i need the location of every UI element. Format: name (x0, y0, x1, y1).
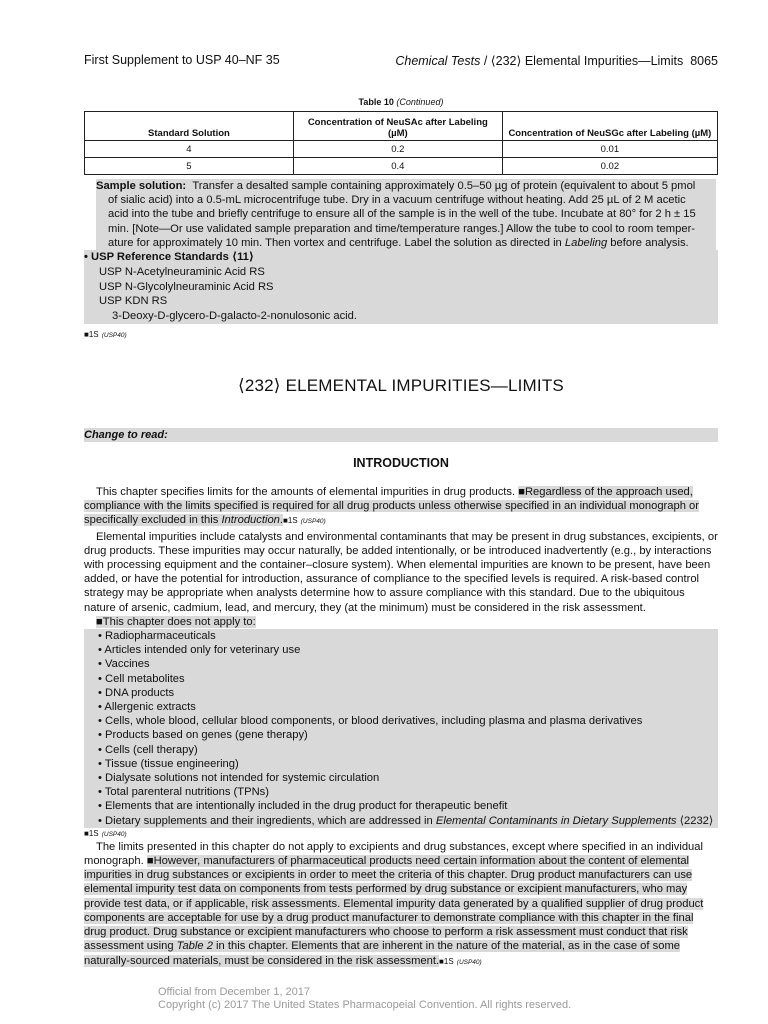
footer-official-date: Official from December 1, 2017 (158, 986, 311, 998)
revision-marker (84, 327, 718, 344)
list-item: • Cell metabolites (98, 672, 718, 686)
reference-standards-title: • USP Reference Standards ⟨11⟩ (84, 250, 718, 265)
para4-hl-post: in this chapter. Elements that are inherent in the nature of the material, as in the case of some naturally-sourced materials, must be considered in the risk assessment. (84, 940, 680, 967)
table-cell: 0.4 (293, 158, 502, 175)
marker-text: ■1S (439, 956, 454, 966)
sample-solution-lead: Sample solution: (96, 180, 187, 192)
sample-line-5-post: before analysis. (607, 236, 689, 249)
page-footer (158, 986, 718, 1012)
marker-text: ■1S (84, 329, 99, 339)
para3-lead-text: ■This chapter does not apply to: (96, 615, 256, 628)
table-row (85, 158, 718, 175)
introduction-link: Introduction (221, 514, 280, 527)
reference-standard-item: USP KDN RS (84, 294, 718, 309)
section-heading: INTRODUCTION (353, 456, 449, 470)
header-right-italic: Chemical Tests (395, 54, 481, 68)
table-header-row (85, 112, 718, 141)
table-cell: 5 (85, 158, 294, 175)
introduction-body (84, 485, 718, 970)
table-cell: 0.01 (502, 141, 717, 158)
change-to-read-label: Change to read: (84, 428, 718, 442)
list-item: • Tissue (tissue engineering) (98, 757, 718, 771)
list-item: • Cells, whole blood, cellular blood components, or blood derivatives, including plasma and plasma derivatives (98, 714, 718, 728)
sample-solution-block (96, 179, 716, 250)
list-item: • DNA products (98, 686, 718, 700)
list-item: • Radiopharmaceuticals (98, 629, 718, 643)
para4-plain: The limits presented in this chapter do not apply to excipients and drug substances, except where specified in an individual monograph. (84, 840, 703, 868)
para4-hl-pre: ■However, manufacturers of pharmaceutical products need certain information about the content of elemental impurities in drug substances or excipients in order to meet the criteria of this chapter. Drug product manufacturers can use elemental impurity test data on components from tests performed by drug substance or excipient manufacturers, who may provide test data, or if applicable, risk assessments. Elemental impurity data generated by a qualified supplier of drug product components are acceptable for use by a drug product manufacturer to demonstrate compliance with this chapter in the final drug product. Drug substance or excipient manufacturers who choose to perform a risk assessment must conduct that risk assessment using (84, 855, 704, 953)
list-item: • Dialysate solutions not intended for systemic circulation (98, 771, 718, 785)
header-left: First Supplement to USP 40–NF 35 (84, 53, 280, 67)
last-item-pre: Dietary supplements and their ingredients, which are addressed in (105, 814, 436, 827)
list-item: • Total parenteral nutritions (TPNs) (98, 785, 718, 799)
chapter-title: ⟨232⟩ ELEMENTAL IMPURITIES—LIMITS (238, 376, 564, 395)
list-item: • Vaccines (98, 657, 718, 671)
table-cell: 0.2 (293, 141, 502, 158)
sample-line-5 (96, 236, 716, 250)
dietary-supplements-link: Elemental Contaminants in Dietary Supplements (435, 814, 677, 827)
marker-text: ■1S (283, 516, 298, 526)
table-header-cell: Concentration of NeuSGc after Labeling (µM) (502, 112, 717, 141)
table-cell: 0.02 (502, 158, 717, 175)
marker-usp: (USP40) (101, 331, 127, 339)
table-caption-continued: (Continued) (396, 97, 444, 107)
table-caption (84, 97, 718, 107)
paragraph-3-lead (84, 615, 718, 629)
last-item-post: ⟨2232⟩ (676, 814, 714, 827)
sample-line-3: acid into the tube and briefly centrifuge to ensure all of the sample is in the well of the tube. Incubate at 80° for 2 h ± 15 (108, 208, 696, 221)
reference-standard-item: USP N-Acetylneuraminic Acid RS (84, 265, 718, 280)
sample-line-1: Transfer a desalted sample containing approximately 0.5–50 µg of protein (equivalent to about 5 pmol (192, 180, 696, 192)
list-item (98, 814, 718, 828)
list-item: • Cells (cell therapy) (98, 743, 718, 757)
para1-plain: This chapter specifies limits for the amounts of elemental impurities in drug products. (96, 486, 519, 498)
reference-standards-block (84, 250, 718, 344)
reference-standard-item: USP N-Glycolylneuraminic Acid RS (84, 280, 718, 295)
para1-hl-post: . (279, 514, 284, 527)
sample-line-5-pre: ature for approximately 10 min. Then vortex and centrifuge. Label the solution as directed in (108, 236, 565, 249)
paragraph-4 (84, 840, 718, 970)
page-number: 8065 (690, 54, 718, 68)
revision-marker (84, 828, 718, 840)
running-header (84, 53, 718, 68)
marker-usp: (USP40) (101, 830, 127, 838)
reference-standard-subitem: 3-Deoxy-D-glycero-D-galacto-2-nonulosonic acid. (84, 309, 718, 324)
marker-text: ■1S (84, 828, 99, 838)
table-cell: 4 (85, 141, 294, 158)
table-header-cell: Standard Solution (85, 112, 294, 141)
list-item: • Products based on genes (gene therapy) (98, 728, 718, 742)
para1-hl-pre: ■Regardless of the approach used, compliance with the limits specified is required for all drug products unless otherwise specified in an individual monograph or specifically excluded in this (84, 486, 700, 527)
table-10 (84, 111, 718, 175)
marker-usp: (USP40) (300, 518, 326, 526)
table-row (85, 141, 718, 158)
paragraph-1 (84, 485, 718, 530)
marker-usp: (USP40) (456, 958, 482, 966)
sample-line-2: of sialic acid) into a 0.5-mL microcentrifuge tube. Dry in a vacuum centrifuge without heating. Add 25 µL of 2 M acetic (108, 194, 686, 207)
table-header-cell: Concentration of NeuSAc after Labeling (µM) (293, 112, 502, 141)
footer-copyright: Copyright (c) 2017 The United States Pharmacopeial Convention. All rights reserved. (158, 999, 572, 1011)
sample-line-4: min. [Note—Or use validated sample preparation and time/temperature ranges.] Allow the tube to cool to room temper- (108, 222, 696, 235)
header-right-rest: / ⟨232⟩ Elemental Impurities—Limits (480, 54, 684, 68)
list-item: • Articles intended only for veterinary use (98, 643, 718, 657)
table-2-link: Table 2 (176, 940, 213, 953)
list-item: • Elements that are intentionally included in the drug product for therapeutic benefit (98, 799, 718, 813)
table-caption-title: Table 10 (358, 97, 394, 107)
para4-highlight (84, 855, 703, 966)
labeling-link: Labeling (564, 236, 608, 249)
paragraph-2: Elemental impurities include catalysts and environmental contaminants that may be present in drug substances, excipients, or drug products. These impurities may occur naturally, be added intentionally, or be introduced inadvertently (e.g., by interactions with processing equipment and the container–closure system). When elemental impurities are known to be present, have been added, or have the potential for introduction, assurance of compliance to the specified levels is required. A risk-based control strategy may be appropriate when analysts determine how to assure compliance with this standard. Due to the ubiquitous nature of arsenic, cadmium, lead, and mercury, they (at the minimum) must be considered in the risk assessment. (84, 530, 718, 614)
list-item: • Allergenic extracts (98, 700, 718, 714)
header-right (395, 53, 718, 68)
exclusions-list (84, 629, 718, 828)
